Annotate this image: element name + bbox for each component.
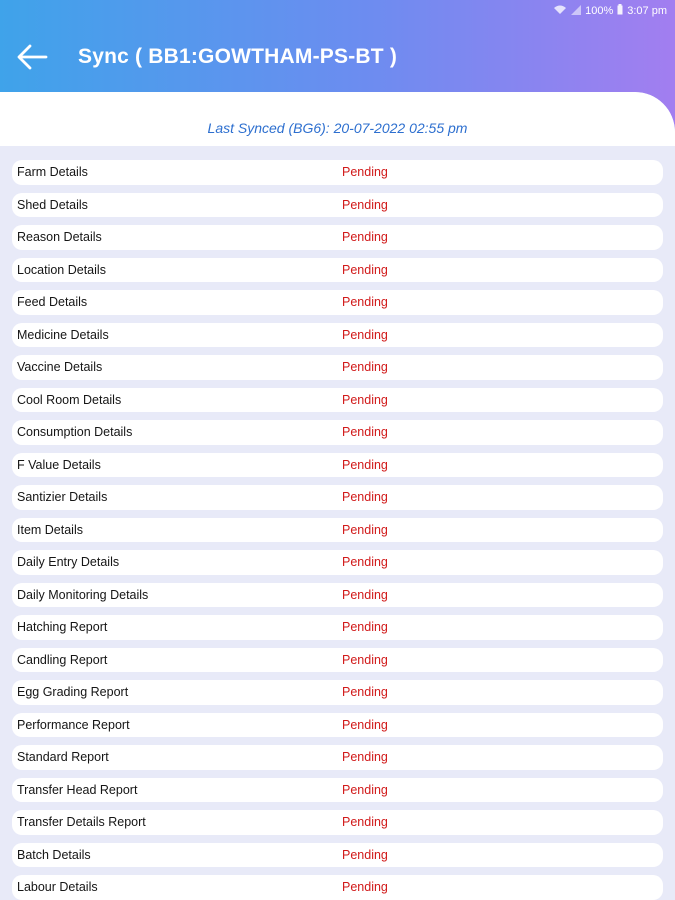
list-item[interactable]	[12, 323, 663, 348]
list-item[interactable]	[12, 648, 663, 673]
list-item[interactable]	[12, 518, 663, 543]
list-item[interactable]	[12, 875, 663, 900]
item-label: Feed Details	[17, 295, 88, 310]
app-bar	[0, 22, 675, 92]
item-label: Transfer Details Report	[17, 815, 146, 830]
page-title: Sync ( BB1:GOWTHAM-PS-BT )	[78, 45, 398, 68]
last-synced-text: Last Synced (BG6): 20-07-2022 02:55 pm	[207, 120, 468, 136]
list-item[interactable]	[12, 193, 663, 218]
item-label: Hatching Report	[17, 620, 108, 635]
status-badge: Pending	[342, 717, 388, 732]
list-item[interactable]	[12, 680, 663, 705]
list-item[interactable]	[12, 550, 663, 575]
status-time: 3:07 pm	[627, 5, 667, 17]
item-label: Medicine Details	[17, 327, 109, 342]
list-item[interactable]	[12, 843, 663, 868]
status-badge: Pending	[342, 490, 388, 505]
status-badge: Pending	[342, 327, 388, 342]
status-badge: Pending	[342, 230, 388, 245]
status-badge: Pending	[342, 295, 388, 310]
item-label: Labour Details	[17, 880, 98, 895]
battery-percent: 100%	[585, 5, 614, 17]
status-badge: Pending	[342, 262, 388, 277]
status-badge: Pending	[342, 197, 388, 212]
list-item[interactable]	[12, 583, 663, 608]
list-item[interactable]	[12, 258, 663, 283]
signal-icon	[571, 5, 581, 18]
arrow-left-icon	[15, 40, 49, 74]
item-label: F Value Details	[17, 457, 101, 472]
list-item[interactable]	[12, 778, 663, 803]
list-item[interactable]	[12, 388, 663, 413]
item-label: Transfer Head Report	[17, 782, 138, 797]
status-badge: Pending	[342, 360, 388, 375]
status-badge: Pending	[342, 750, 388, 765]
item-label: Standard Report	[17, 750, 109, 765]
status-badge: Pending	[342, 392, 388, 407]
item-label: Shed Details	[17, 197, 88, 212]
item-label: Daily Monitoring Details	[17, 587, 149, 602]
list-item[interactable]	[12, 225, 663, 250]
list-item[interactable]	[12, 745, 663, 770]
status-badge: Pending	[342, 165, 388, 180]
status-badge: Pending	[342, 815, 388, 830]
status-badge: Pending	[342, 555, 388, 570]
status-badge: Pending	[342, 457, 388, 472]
list-item[interactable]	[12, 485, 663, 510]
item-label: Cool Room Details	[17, 392, 122, 407]
item-label: Performance Report	[17, 717, 130, 732]
sync-list	[0, 146, 675, 900]
item-label: Santizier Details	[17, 490, 108, 505]
status-badge: Pending	[342, 782, 388, 797]
list-item[interactable]	[12, 290, 663, 315]
item-label: Daily Entry Details	[17, 555, 120, 570]
status-badge: Pending	[342, 620, 388, 635]
status-badge: Pending	[342, 685, 388, 700]
list-item[interactable]	[12, 355, 663, 380]
status-badge: Pending	[342, 425, 388, 440]
status-badge: Pending	[342, 522, 388, 537]
back-button[interactable]	[0, 22, 64, 92]
item-label: Vaccine Details	[17, 360, 103, 375]
item-label: Egg Grading Report	[17, 685, 129, 700]
item-label: Farm Details	[17, 165, 88, 180]
item-label: Candling Report	[17, 652, 108, 667]
wifi-icon	[553, 5, 567, 18]
item-label: Batch Details	[17, 847, 91, 862]
list-item[interactable]	[12, 420, 663, 445]
status-bar	[0, 0, 675, 22]
battery-icon	[617, 4, 623, 18]
list-item[interactable]	[12, 160, 663, 185]
item-label: Consumption Details	[17, 425, 133, 440]
list-item[interactable]	[12, 453, 663, 478]
item-label: Item Details	[17, 522, 83, 537]
status-badge: Pending	[342, 587, 388, 602]
last-synced-box	[0, 92, 675, 146]
list-item[interactable]	[12, 713, 663, 738]
list-item[interactable]	[12, 615, 663, 640]
item-label: Reason Details	[17, 230, 102, 245]
status-badge: Pending	[342, 652, 388, 667]
status-badge: Pending	[342, 847, 388, 862]
item-label: Location Details	[17, 262, 106, 277]
sync-panel	[0, 92, 675, 900]
status-badge: Pending	[342, 880, 388, 895]
list-item[interactable]	[12, 810, 663, 835]
